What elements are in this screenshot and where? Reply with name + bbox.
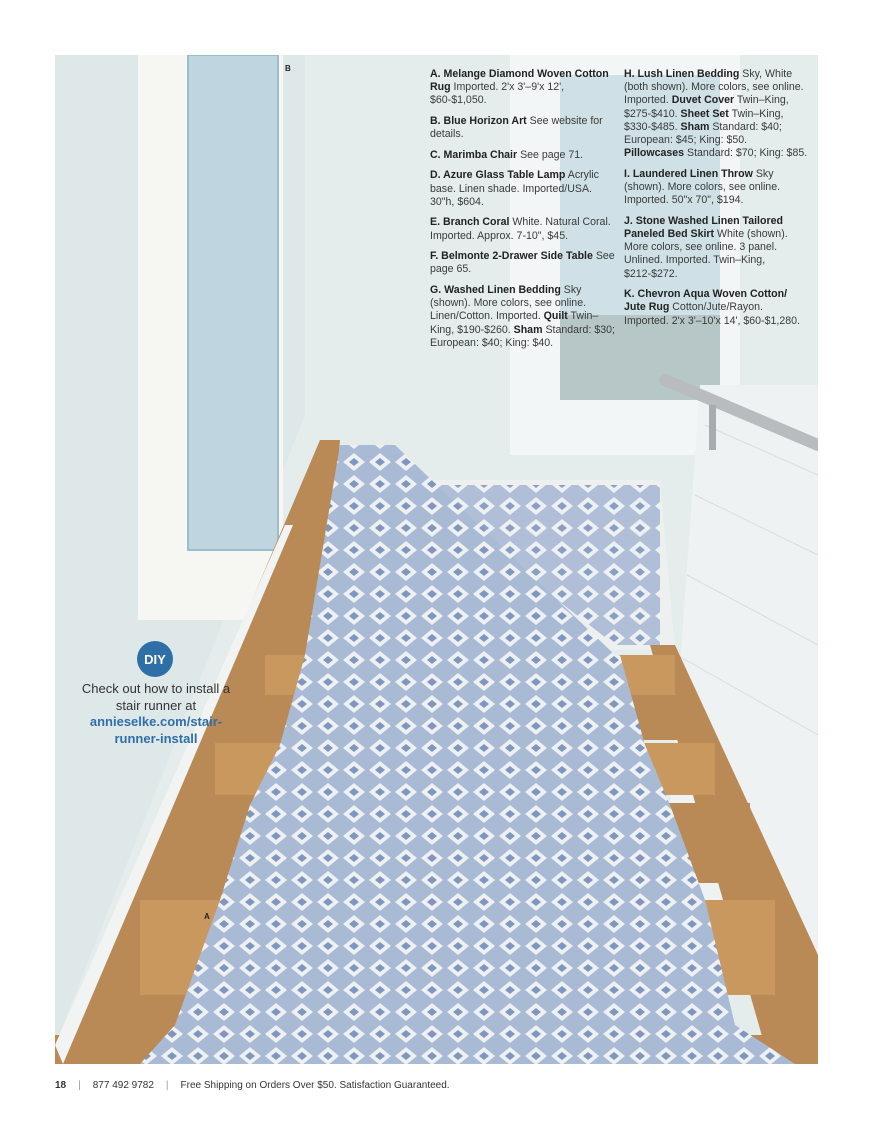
product-c: C. Marimba Chair See page 71. bbox=[430, 148, 584, 161]
product-j: J. Stone Washed Linen Tailored Paneled Bed Skirt White (shown). More colors, see online. 3 panel. Unlined. Imported. Twin–King, $212-$272. bbox=[624, 214, 788, 280]
footer-divider: | bbox=[165, 1080, 169, 1091]
product-list-right bbox=[624, 68, 810, 335]
footer-phone: 877 492 9782 bbox=[92, 1080, 154, 1091]
product-list-left bbox=[430, 68, 615, 357]
product-h: H. Lush Linen Bedding Sky, White (both shown). More colors, see online. Imported. Duvet Cover Twin–King, $275-$410. Sheet Set Twin–King, $330-$485. Sham Standard: $40; European: $45; King: $50. Pillowcases Standard: $70; King: $85. bbox=[624, 68, 808, 160]
item-tag-b: B bbox=[285, 64, 291, 73]
product-i: I. Laundered Linen Throw Sky (shown). More colors, see online. Imported. 50"x 70", $194. bbox=[624, 167, 781, 207]
product-k: K. Chevron Aqua Woven Cotton/ Jute Rug Cotton/Jute/Rayon. Imported. 2'x 3'–10'x 14', $60-$1,280. bbox=[624, 288, 800, 327]
diy-callout bbox=[78, 681, 234, 747]
page-number: 18 bbox=[55, 1080, 67, 1091]
diy-badge: DIY bbox=[137, 641, 173, 677]
product-g: G. Washed Linen Bedding Sky (shown). More colors, see online. Linen/Cotton. Imported. Quilt Twin–King, $190-$260. Sham Standard: $30; European: $40; King: $40. bbox=[430, 283, 615, 349]
product-e: E. Branch Coral White. Natural Coral. Imported. Approx. 7-10", $45. bbox=[430, 216, 611, 242]
product-d: D. Azure Glass Table Lamp Acrylic base. Linen shade. Imported/USA. 30"h, $604. bbox=[430, 169, 599, 208]
product-a: A. Melange Diamond Woven Cotton Rug Imported. 2'x 3'–9'x 12', $60-$1,050. bbox=[430, 68, 609, 107]
item-tag-a: A bbox=[204, 912, 210, 921]
diy-text: Check out how to install a stair runner at bbox=[81, 681, 231, 713]
product-b: B. Blue Horizon Art See website for details. bbox=[430, 115, 603, 141]
page-footer bbox=[55, 1080, 450, 1091]
footer-note: Free Shipping on Orders Over $50. Satisfaction Guaranteed. bbox=[180, 1080, 450, 1091]
diy-link[interactable]: annieselke.com/stair-runner-install bbox=[89, 714, 223, 746]
product-f: F. Belmonte 2-Drawer Side Table See page 65. bbox=[430, 250, 615, 276]
footer-divider: | bbox=[78, 1080, 81, 1091]
